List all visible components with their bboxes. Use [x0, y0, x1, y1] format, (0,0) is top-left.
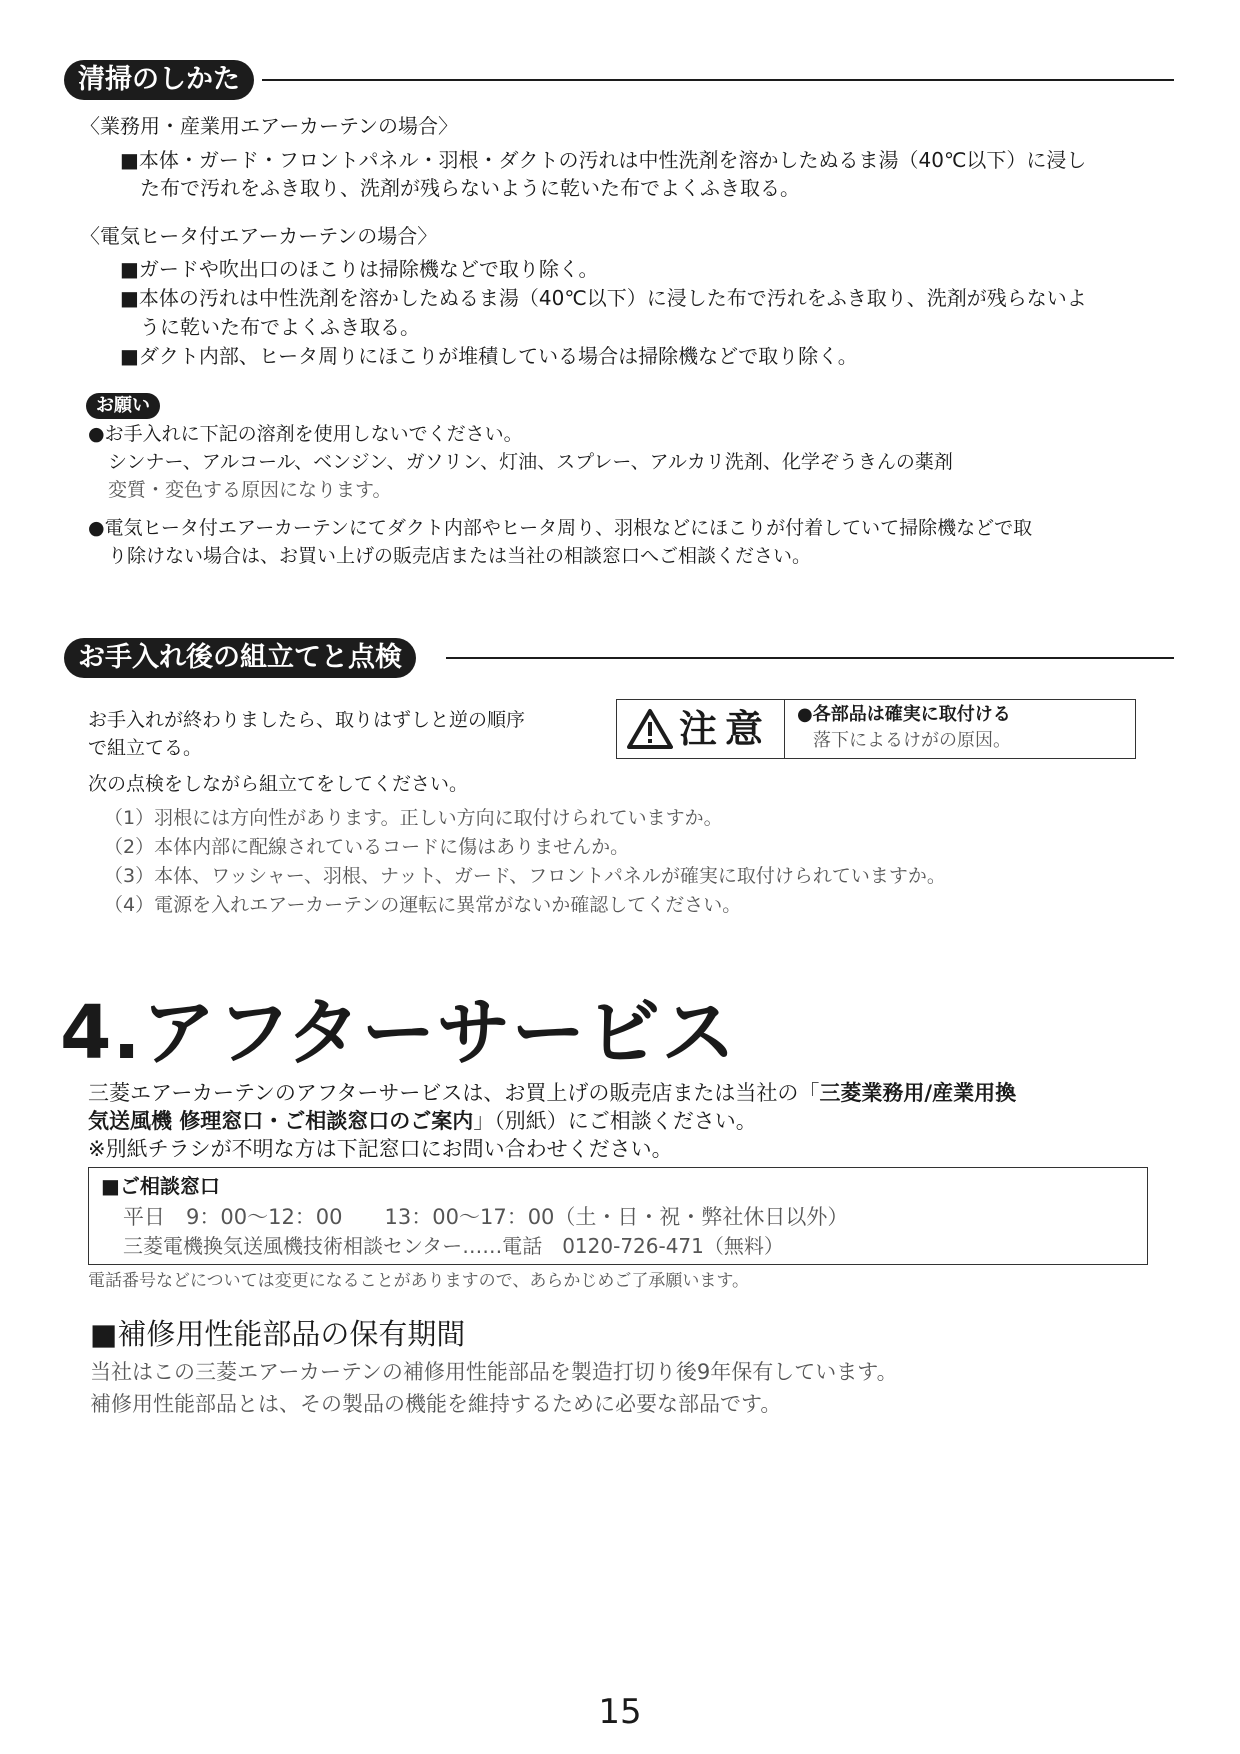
caution-label-cell	[617, 700, 785, 758]
after-service-text	[88, 1107, 757, 1135]
caution-label: 注意	[679, 707, 772, 751]
warning-triangle-icon	[627, 708, 673, 750]
caution-box	[616, 699, 1136, 759]
section-title-reassembly: お手入れ後の組立てと点検	[64, 638, 416, 678]
case-item: うに乾いた布でよくふき取る。	[140, 315, 420, 339]
case-item: ■本体の汚れは中性洗剤を溶かしたぬるま湯（40℃以下）に浸した布で汚れをふき取り、洗剤が残らないよ	[120, 286, 1087, 310]
check-item: （2）本体内部に配線されているコードに傷はありませんか。	[104, 836, 630, 858]
caution-text: ●各部品は確実に取付ける	[797, 704, 1011, 725]
check-intro: 次の点検をしながら組立てをしてください。	[88, 773, 469, 795]
after-service-text	[88, 1079, 1016, 1107]
request-bullet: ●お手入れに下記の溶剤を使用しないでください。	[88, 423, 523, 445]
text-segment: 」（別紙）にご相談ください。	[473, 1109, 757, 1133]
parts-text: 当社はこの三菱エアーカーテンの補修用性能部品を製造打切り後9年保有しています。	[90, 1360, 898, 1384]
check-item: （4）電源を入れエアーカーテンの運転に異常がないか確認してください。	[104, 894, 742, 916]
page-number: 15	[598, 1692, 642, 1732]
after-service-title: 4.アフターサービス	[60, 990, 737, 1076]
check-item: （3）本体、ワッシャー、羽根、ナット、ガード、フロントパネルが確実に取付けられていますか。	[104, 865, 946, 887]
section-rule	[262, 79, 1174, 81]
text-segment-bold: 三菱業務用/産業用換	[819, 1081, 1017, 1105]
consultation-phone: 三菱電機換気送風機技術相談センター……電話 0120-726-471（無料）	[123, 1234, 784, 1258]
consultation-hours: 平日 9：00～12：00 13：00～17：00（土・日・祝・弊社休日以外）	[123, 1205, 849, 1229]
caution-text: 落下によるけがの原因。	[813, 730, 1011, 751]
request-label: お願い	[86, 393, 160, 419]
case-item: ■ダクト内部、ヒータ周りにほこりが堆積している場合は掃除機などで取り除く。	[120, 344, 858, 368]
section-title-cleaning: 清掃のしかた	[64, 60, 254, 100]
parts-heading: ■補修用性能部品の保有期間	[90, 1317, 466, 1351]
section-rule	[446, 657, 1174, 659]
request-text: 変質・変色する原因になります。	[108, 479, 392, 501]
case-item: ■本体・ガード・フロントパネル・羽根・ダクトの汚れは中性洗剤を溶かしたぬるま湯（40℃以下）に浸し	[120, 148, 1087, 172]
text-segment: 三菱エアーカーテンのアフターサービスは、お買上げの販売店または当社の「	[88, 1081, 820, 1105]
parts-text: 補修用性能部品とは、その製品の機能を維持するために必要な部品です。	[90, 1392, 782, 1416]
check-item: （1）羽根には方向性があります。正しい方向に取付けられていますか。	[104, 807, 723, 829]
consultation-box	[88, 1167, 1148, 1265]
reassembly-intro: お手入れが終わりましたら、取りはずしと逆の順序	[88, 709, 526, 731]
phone-change-note: 電話番号などについては変更になることがありますので、あらかじめご了承願います。	[88, 1271, 749, 1291]
case-heading-industrial: 〈業務用・産業用エアーカーテンの場合〉	[80, 114, 458, 138]
after-service-text: ※別紙チラシが不明な方は下記窓口にお問い合わせください。	[88, 1137, 673, 1161]
case-item: ■ガードや吹出口のほこりは掃除機などで取り除く。	[120, 257, 599, 281]
case-heading-heater: 〈電気ヒータ付エアーカーテンの場合〉	[80, 224, 438, 248]
request-text: シンナー、アルコール、ベンジン、ガソリン、灯油、スプレー、アルカリ洗剤、化学ぞうきんの薬剤	[108, 451, 953, 473]
reassembly-intro: で組立てる。	[88, 737, 203, 759]
request-bullet: ●電気ヒータ付エアーカーテンにてダクト内部やヒータ周り、羽根などにほこりが付着していて掃除機などで取	[88, 517, 1033, 539]
consultation-title: ■ご相談窓口	[101, 1174, 220, 1198]
case-item: た布で汚れをふき取り、洗剤が残らないように乾いた布でよくふき取る。	[140, 176, 800, 200]
text-segment-bold: 気送風機 修理窓口・ご相談窓口のご案内	[88, 1109, 474, 1133]
request-text: り除けない場合は、お買い上げの販売店または当社の相談窓口へご相談ください。	[108, 545, 812, 567]
